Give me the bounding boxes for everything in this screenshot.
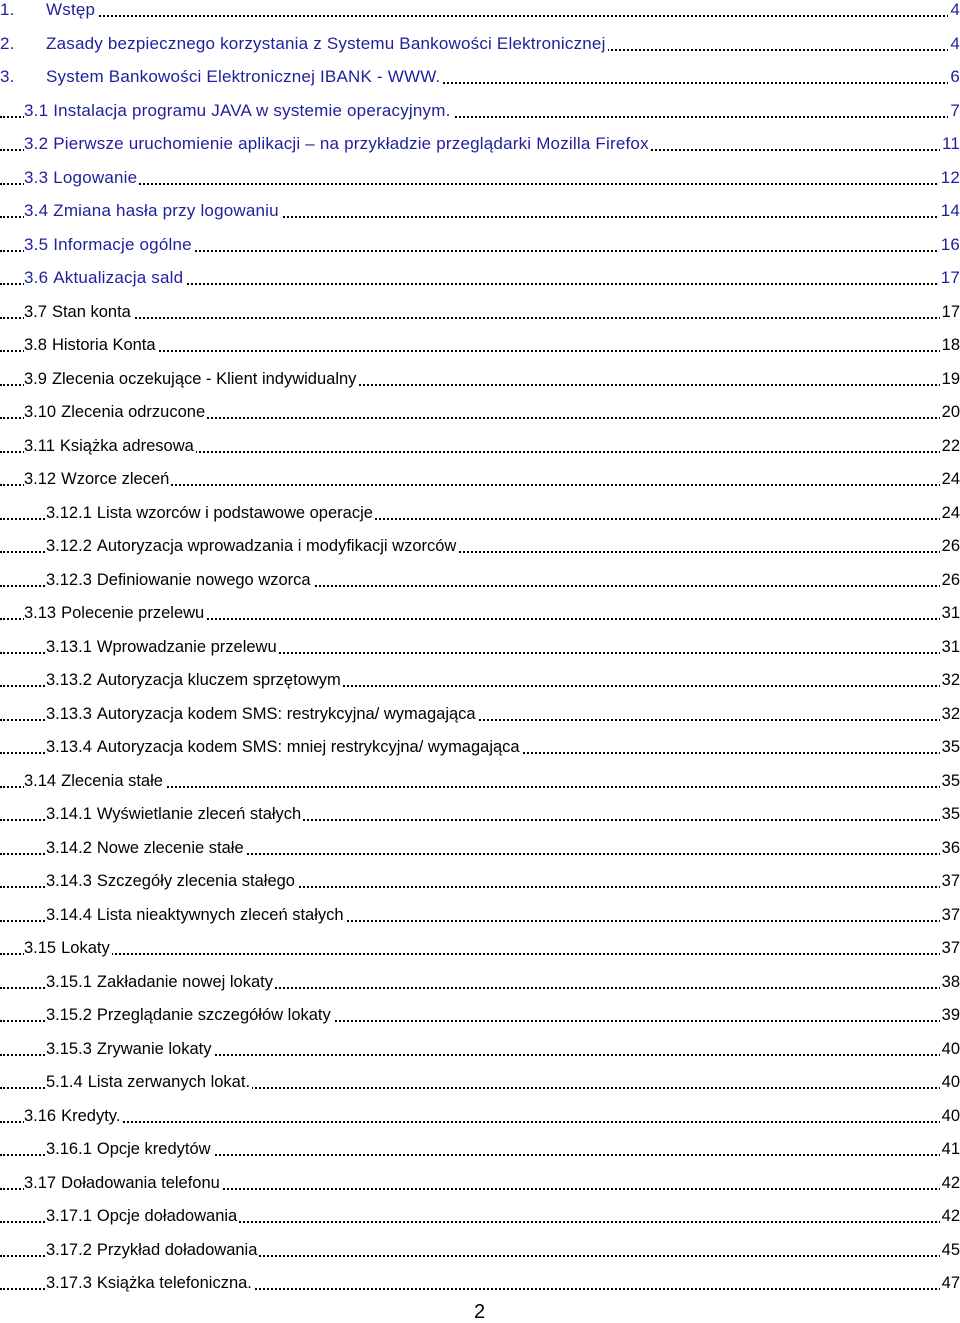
toc-entry-label[interactable]	[0, 34, 608, 54]
toc-entry-page: 40	[941, 1039, 960, 1058]
toc-entry-number: 3.3	[24, 167, 49, 187]
toc-entry[interactable]	[0, 67, 960, 101]
toc-entry[interactable]	[0, 469, 960, 503]
toc-dot-leader	[0, 953, 960, 955]
toc-entry[interactable]	[0, 938, 960, 972]
toc-entry-label[interactable]	[46, 1139, 213, 1159]
toc-entry[interactable]	[0, 570, 960, 604]
toc-dot-leader	[0, 1121, 960, 1123]
toc-entry[interactable]	[0, 1240, 960, 1274]
toc-entry-label[interactable]	[46, 1206, 239, 1226]
toc-entry[interactable]	[0, 34, 960, 68]
toc-entry-page: 42	[941, 1173, 960, 1192]
toc-entry[interactable]	[0, 0, 960, 34]
toc-entry[interactable]	[0, 1072, 960, 1106]
toc-entry-title: Stan konta	[51, 302, 131, 321]
toc-entry-number: 1.	[0, 0, 15, 19]
toc-entry-number: 3.	[0, 67, 15, 86]
toc-entry-number: 3.14.1	[46, 805, 92, 823]
toc-entry[interactable]	[0, 201, 960, 235]
toc-entry-number: 3.11	[24, 436, 55, 455]
toc-entry-title: Pierwsze uruchomienie aplikacji – na przykładzie przeglądarki Mozilla Firefox	[53, 134, 649, 153]
toc-entry-title: Historia Konta	[51, 336, 156, 354]
toc-entry-page: 36	[941, 838, 960, 857]
toc-entry-number: 3.4	[24, 201, 49, 220]
toc-entry-page: 20	[941, 403, 960, 421]
toc-entry[interactable]	[0, 402, 960, 436]
toc-entry-number: 3.14.4	[46, 905, 92, 924]
toc-entry-title: Zrywanie lokaty	[96, 1039, 212, 1058]
toc-entry-page: 4	[950, 0, 960, 19]
toc-entry[interactable]	[0, 670, 960, 704]
toc-entry-label[interactable]	[24, 302, 133, 322]
toc-entry-title: Lista wzorców i podstawowe operacje	[96, 503, 373, 522]
toc-entry[interactable]	[0, 1173, 960, 1207]
toc-entry-number: 3.12	[24, 470, 57, 488]
toc-entry-number: 3.8	[24, 336, 47, 354]
toc-entry-page: 26	[941, 570, 960, 589]
toc-entry-label[interactable]	[24, 235, 194, 255]
toc-entry-number: 5.1.4	[46, 1073, 83, 1091]
toc-entry[interactable]	[0, 101, 960, 135]
toc-entry-title: Doładowania telefonu	[61, 1173, 220, 1192]
toc-entry-title: Opcje kredytów	[96, 1140, 211, 1158]
toc-entry-title: Autoryzacja kodem SMS: mniej restrykcyjna/ wymagająca	[96, 738, 520, 756]
toc-entry-label[interactable]	[24, 603, 206, 623]
toc-entry-label[interactable]	[24, 369, 358, 389]
toc-entry[interactable]	[0, 235, 960, 269]
toc-dot-leader	[0, 317, 960, 319]
toc-entry-number: 3.12.1	[46, 503, 92, 522]
toc-entry-title: Autoryzacja kodem SMS: restrykcyjna/ wymagająca	[96, 704, 476, 723]
toc-entry-page: 42	[941, 1207, 960, 1225]
toc-entry-page: 18	[941, 336, 960, 354]
toc-entry-number: 3.6	[24, 268, 49, 287]
toc-entry-label[interactable]	[24, 771, 165, 791]
toc-entry-page: 24	[941, 470, 960, 488]
toc-entry-page: 41	[941, 1140, 960, 1158]
toc-entry-title: Aktualizacja sald	[53, 268, 184, 287]
toc-entry-title: Definiowanie nowego wzorca	[96, 570, 311, 589]
toc-entry[interactable]	[0, 1139, 960, 1173]
toc-entry-number: 3.1	[24, 100, 49, 120]
toc-entry-label[interactable]	[24, 101, 453, 121]
toc-entry-number: 3.10	[24, 403, 57, 421]
toc-entry-number: 3.13	[24, 604, 57, 622]
toc-entry-page: 19	[941, 369, 960, 388]
toc-entry-number: 3.9	[24, 369, 47, 388]
toc-entry-number: 3.14	[24, 771, 57, 790]
toc-entry[interactable]	[0, 168, 960, 202]
toc-entry-page: 35	[941, 805, 960, 823]
toc-entry-label[interactable]	[46, 704, 478, 724]
toc-entry-label[interactable]	[46, 1240, 259, 1260]
toc-entry-number: 3.16	[24, 1106, 57, 1125]
toc-entry-number: 3.17.2	[46, 1240, 92, 1259]
toc-entry-title: Zasady bezpiecznego korzystania z Systemu Bankowości Elektronicznej	[46, 33, 606, 53]
toc-entry-number: 3.12.2	[46, 537, 92, 555]
toc-entry-page: 40	[941, 1106, 960, 1125]
toc-entry-label[interactable]	[46, 972, 275, 992]
toc-entry-label[interactable]	[46, 570, 313, 590]
toc-entry-page: 6	[950, 67, 960, 86]
toc-entry-page: 26	[941, 537, 960, 555]
toc-entry-number: 3.12.3	[46, 570, 92, 589]
toc-entry-label[interactable]	[46, 637, 279, 657]
toc-entry-label[interactable]	[46, 503, 375, 523]
toc-entry-title: Zakładanie nowej lokaty	[96, 972, 273, 991]
toc-entry[interactable]	[0, 972, 960, 1006]
toc-entry-number: 3.13.2	[46, 671, 92, 689]
toc-entry-page: 24	[941, 503, 960, 522]
toc-entry-label[interactable]	[0, 0, 97, 20]
toc-entry-label[interactable]	[24, 1173, 222, 1193]
toc-entry-number: 3.17.3	[46, 1274, 92, 1292]
toc-entry[interactable]	[0, 1039, 960, 1073]
toc-entry[interactable]	[0, 905, 960, 939]
toc-entry-label[interactable]	[46, 1273, 254, 1293]
toc-entry-number: 3.13.3	[46, 704, 92, 723]
toc-entry-label[interactable]	[46, 804, 303, 824]
toc-entry[interactable]	[0, 268, 960, 302]
toc-entry-number: 3.7	[24, 302, 47, 321]
toc-entry-page: 45	[941, 1240, 960, 1259]
toc-entry-title: Książka adresowa	[59, 436, 194, 455]
toc-entry-title: Zlecenia odrzucone	[61, 403, 206, 421]
toc-entry-label[interactable]	[24, 168, 139, 188]
toc-entry-number: 3.15.2	[46, 1006, 92, 1024]
toc-entry-number: 3.13.4	[46, 738, 92, 756]
toc-entry-page: 17	[940, 268, 960, 287]
toc-entry-title: Nowe zlecenie stałe	[96, 838, 244, 857]
toc-entry[interactable]	[0, 536, 960, 570]
toc-entry-title: Przykład doładowania	[96, 1240, 258, 1259]
toc-entry[interactable]	[0, 637, 960, 671]
toc-entry-title: Wprowadzanie przelewu	[96, 637, 277, 656]
toc-entry-title: Lista nieaktywnych zleceń stałych	[96, 905, 344, 924]
toc-entry-label[interactable]	[24, 335, 158, 355]
toc-entry-page: 37	[941, 905, 960, 924]
toc-entry-label[interactable]	[24, 402, 207, 422]
toc-entry-label[interactable]	[24, 201, 281, 221]
toc-entry-page: 4	[950, 33, 960, 53]
toc-entry-page: 32	[941, 704, 960, 723]
toc-entry[interactable]	[0, 335, 960, 369]
toc-entry-number: 3.16.1	[46, 1140, 92, 1158]
toc-entry-number: 3.14.3	[46, 872, 92, 890]
toc-entry-label[interactable]	[24, 134, 651, 154]
toc-entry-page: 31	[941, 604, 960, 622]
toc-entry[interactable]	[0, 737, 960, 771]
toc-entry-title: Opcje doładowania	[96, 1207, 238, 1225]
toc-entry-number: 3.15.3	[46, 1039, 92, 1058]
toc-entry-title: Szczegóły zlecenia stałego	[96, 872, 295, 890]
toc-entry-page: 11	[941, 134, 960, 153]
toc-entry-label[interactable]	[24, 469, 171, 489]
toc-entry-number: 3.17	[24, 1173, 57, 1192]
toc-entry-title: Książka telefoniczna.	[96, 1274, 252, 1292]
toc-entry-label[interactable]	[46, 1072, 252, 1092]
toc-entry-label[interactable]	[46, 737, 522, 757]
toc-entry-page: 22	[941, 436, 960, 455]
toc-entry[interactable]	[0, 302, 960, 336]
toc-entry-label[interactable]	[46, 871, 297, 891]
toc-entry-title: Informacje ogólne	[53, 234, 192, 254]
toc-entry-title: Autoryzacja wprowadzania i modyfikacji wzorców	[96, 537, 457, 555]
toc-entry-number: 3.14.2	[46, 838, 92, 857]
toc-entry-label[interactable]	[24, 938, 112, 958]
toc-entry-label[interactable]	[46, 1005, 333, 1025]
toc-entry-title: Przeglądanie szczegółów lokaty	[96, 1006, 331, 1024]
toc-entry-title: Instalacja programu JAVA w systemie operacyjnym.	[53, 100, 451, 120]
toc-entry-title: Lista zerwanych lokat.	[87, 1073, 251, 1091]
toc-entry-page: 47	[941, 1274, 960, 1292]
toc-entry[interactable]	[0, 603, 960, 637]
toc-entry[interactable]	[0, 1106, 960, 1140]
toc-entry-title: Zlecenia stałe	[61, 771, 163, 790]
toc-entry-title: System Bankowości Elektronicznej IBANK - WWW.	[46, 67, 441, 86]
toc-entry[interactable]	[0, 804, 960, 838]
toc-entry-label[interactable]	[46, 536, 458, 556]
toc-entry[interactable]	[0, 704, 960, 738]
toc-entry-number: 3.15	[24, 939, 57, 957]
toc-entry-label[interactable]	[46, 905, 346, 925]
toc-entry-title: Zmiana hasła przy logowaniu	[53, 201, 279, 220]
toc-entry-page: 35	[941, 738, 960, 756]
toc-entry-page: 31	[941, 637, 960, 656]
toc-entry-title: Wyświetlanie zleceń stałych	[96, 805, 302, 823]
toc-entry-title: Kredyty.	[61, 1106, 121, 1125]
toc-entry-number: 3.13.1	[46, 637, 92, 656]
toc-dot-leader	[0, 15, 960, 17]
toc-entry[interactable]	[0, 369, 960, 403]
toc-entry-page: 12	[940, 167, 960, 187]
toc-entry-label[interactable]	[0, 67, 442, 87]
toc-entry-page: 17	[941, 302, 960, 321]
toc-entry-title: Wstęp	[46, 0, 96, 19]
toc-entry[interactable]	[0, 503, 960, 537]
toc-entry[interactable]	[0, 1005, 960, 1039]
toc-entry[interactable]	[0, 134, 960, 168]
toc-entry-page: 39	[941, 1006, 960, 1024]
toc-dot-leader	[0, 183, 960, 185]
toc-entry-page: 38	[941, 972, 960, 991]
page-number: 2	[474, 1301, 486, 1323]
toc-entry-label[interactable]	[46, 1039, 214, 1059]
toc-entry-title: Polecenie przelewu	[61, 604, 205, 622]
toc-entry-label[interactable]	[24, 268, 185, 288]
toc-entry-label[interactable]	[46, 670, 343, 690]
toc-entry[interactable]	[0, 436, 960, 470]
toc-entry-number: 3.15.1	[46, 972, 92, 991]
toc-entry-title: Lokaty	[61, 939, 110, 957]
toc-entry-title: Zlecenia oczekujące - Klient indywidualny	[51, 369, 357, 388]
toc-entry-page: 35	[941, 771, 960, 790]
toc-entry-title: Wzorce zleceń	[61, 470, 170, 488]
toc-entry-page: 37	[941, 872, 960, 890]
toc-entry-number: 3.5	[24, 234, 49, 254]
toc-entry-title: Autoryzacja kluczem sprzętowym	[96, 671, 341, 689]
toc-entry-label[interactable]	[46, 838, 246, 858]
toc-entry[interactable]	[0, 871, 960, 905]
toc-entry-number: 2.	[0, 33, 15, 53]
toc-entry[interactable]	[0, 1206, 960, 1240]
toc-entry-label[interactable]	[24, 436, 196, 456]
toc-entry[interactable]	[0, 771, 960, 805]
toc-entry-page: 32	[941, 671, 960, 689]
toc-entry-page: 14	[940, 201, 960, 220]
toc-entry-page: 16	[940, 234, 960, 254]
toc-entry-title: Logowanie	[53, 167, 138, 187]
toc-entry-page: 7	[950, 100, 960, 120]
toc-entry-number: 3.17.1	[46, 1207, 92, 1225]
toc-entry-label[interactable]	[24, 1106, 122, 1126]
toc-entry-page: 37	[941, 939, 960, 957]
toc-entry[interactable]	[0, 838, 960, 872]
toc-entry-number: 3.2	[24, 134, 49, 153]
toc-entry-page: 40	[941, 1073, 960, 1091]
